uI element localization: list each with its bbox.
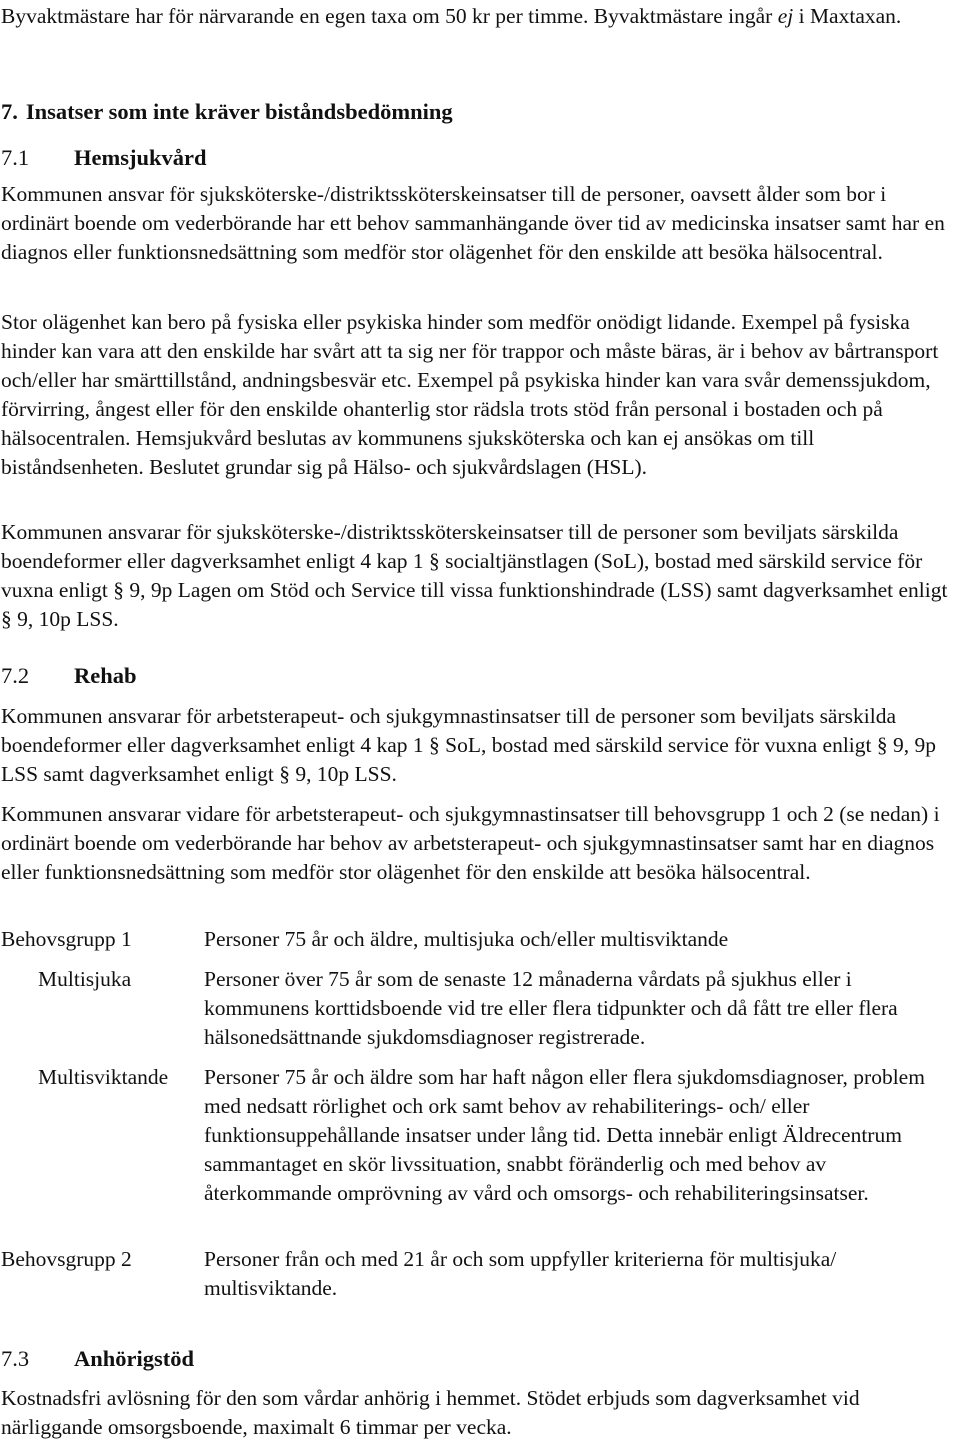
definition-term: Multisviktande <box>38 1065 169 1089</box>
intro-text-end: i Maxtaxan. <box>793 4 902 28</box>
section-title: Rehab <box>74 663 137 688</box>
hemsjukvard-paragraph-1: Kommunen ansvar för sjuksköterske-/distriktssköterskeinsatser till de personer, oavsett ålder som bor i ordinärt boende om vederbörande har ett behov sammanhängande över tid av medicinska insatser samt har en diagnos eller funktionsnedsättning som medför stor olägenhet för den enskilde att besöka hälsocentral. <box>1 182 945 264</box>
definition-description: Personer 75 år och äldre som har haft någon eller flera sjukdomsdiagnoser, problem med nedsatt rörlighet och ork samt behov av rehabiliterings- och/ eller funktionsuppehållande insatser under lång tid. Detta innebär enligt Äldrecentrum sammantaget en skör livssituation, snabbt föränderlig och med behov av återkommande omprövning av vård och omsorgs- och rehabiliteringsinsatser. <box>204 1065 925 1205</box>
definition-row <box>1 1245 954 1303</box>
section-number: 7.3 <box>1 1346 30 1371</box>
section-number: 7. <box>1 99 18 124</box>
intro-paragraph <box>1 2 954 31</box>
definition-term: Multisjuka <box>38 967 132 991</box>
definition-description: Personer från och med 21 år och som uppfyller kriterierna för multisjuka/ multisviktande. <box>204 1247 837 1300</box>
definition-row <box>1 1063 954 1208</box>
section-number: 7.1 <box>1 145 30 170</box>
hemsjukvard-paragraph-2: Stor olägenhet kan bero på fysiska eller psykiska hinder som medför onödigt lidande. Exempel på fysiska hinder kan vara att den enskilde har svårt att ta sig ner för trappor och måste bäras, är i behov av bårtransport och/eller har smärttillstånd, andningsbesvär etc. Exempel på psykiska hinder kan vara svår demenssjukdom, förvirring, ångest eller för den enskilde ohanterlig stor rädsla trots stöd från personal i bostaden och på hälsocentralen. Hemsjukvård beslutas av kommunens sjuksköterska och kan ej ansökas om till biståndsenheten. Beslutet grundar sig på Hälso- och sjukvårdslagen (HSL). <box>1 310 939 479</box>
rehab-paragraph-1: Kommunen ansvarar för arbetsterapeut- och sjukgymnastinsatser till de personer som beviljats särskilda boendeformer eller dagverksamhet enligt 4 kap 1 § SoL, bostad med särskild service för vuxna enligt § 9, 9p LSS samt dagverksamhet enligt § 9, 10p LSS. <box>1 704 936 786</box>
definition-term: Behovsgrupp 2 <box>1 1247 132 1271</box>
section-7-2-heading <box>1 661 137 690</box>
definition-description: Personer över 75 år som de senaste 12 månaderna vårdats på sjukhus eller i kommunens korttidsboende vid tre eller flera tidpunkter och då fått tre eller flera hälsonedsättnande sjukdomsdiagnoser registrerade. <box>204 967 898 1049</box>
section-title: Insatser som inte kräver biståndsbedömning <box>25 99 453 124</box>
section-7-heading <box>1 97 453 126</box>
rehab-paragraph-2: Kommunen ansvarar vidare för arbetsterapeut- och sjukgymnastinsatser till behovsgrupp 1 och 2 (se nedan) i ordinärt boende om vederbörande har behov av arbetsterapeut- och sjukgymnastinsatser samt har en diagnos eller funktionsnedsättning som medför stor olägenhet för den enskilde att besöka hälsocentral. <box>1 802 940 884</box>
definition-row <box>1 925 954 954</box>
intro-emphasis: ej <box>777 4 794 28</box>
section-number: 7.2 <box>1 663 30 688</box>
definition-row <box>1 965 954 1052</box>
section-title: Anhörigstöd <box>74 1346 195 1371</box>
definition-description: Personer 75 år och äldre, multisjuka och/eller multisviktande <box>204 927 729 951</box>
section-7-1-heading <box>1 143 207 172</box>
section-title: Hemsjukvård <box>74 145 207 170</box>
hemsjukvard-paragraph-3: Kommunen ansvarar för sjuksköterske-/distriktssköterskeinsatser till de personer som beviljats särskilda boendeformer eller dagverksamhet enligt 4 kap 1 § socialtjänstlagen (SoL), bostad med särskild service för vuxna enligt § 9, 9p Lagen om Stöd och Service till vissa funktionshindrade (LSS) samt dagverksamhet enligt § 9, 10p LSS. <box>1 520 948 631</box>
anhorigstod-paragraph: Kostnadsfri avlösning för den som vårdar anhörig i hemmet. Stödet erbjuds som dagverksamhet vid närliggande omsorgsboende, maximalt 6 timmar per vecka. <box>1 1386 860 1439</box>
intro-text: Byvaktmästare har för närvarande en egen taxa om 50 kr per timme. Byvaktmästare ingår <box>1 4 778 28</box>
definition-term: Behovsgrupp 1 <box>1 927 132 951</box>
section-7-3-heading <box>1 1344 194 1373</box>
